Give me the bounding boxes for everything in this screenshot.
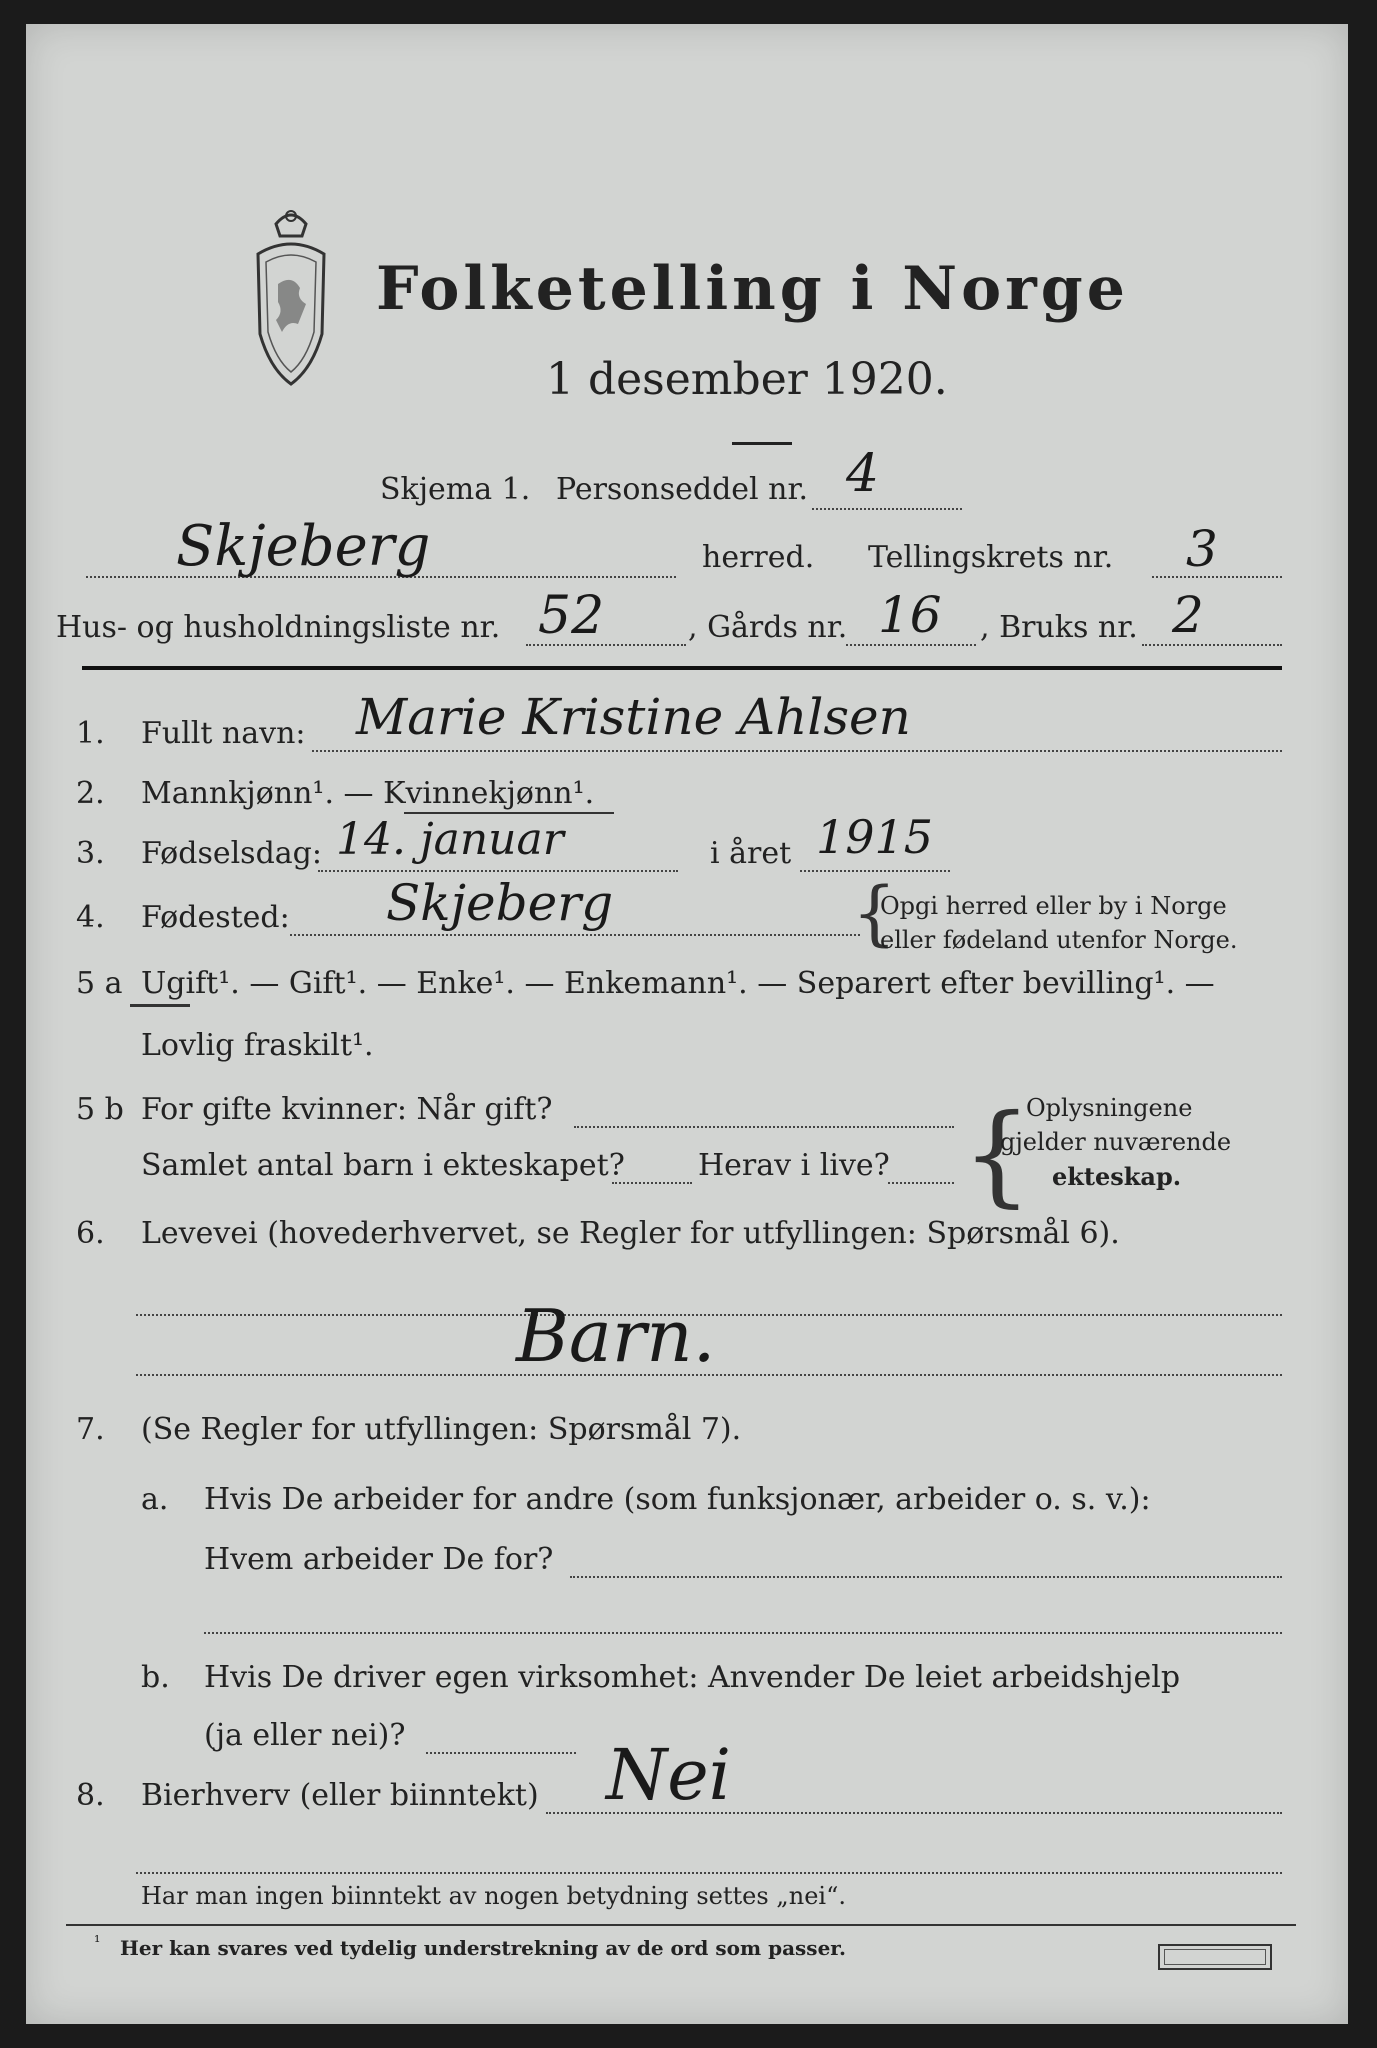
q3-year-value[interactable]: 1915 bbox=[816, 810, 934, 864]
q6-line-2 bbox=[136, 1374, 1282, 1376]
q5b-note-3: ekteskap. bbox=[1052, 1162, 1182, 1191]
q8-line-2 bbox=[136, 1872, 1282, 1874]
footnote-mark: ¹ bbox=[94, 1932, 101, 1951]
q4-note-1: Opgi herred eller by i Norge bbox=[880, 892, 1227, 920]
q4-brace: { bbox=[852, 872, 897, 954]
q4-value[interactable]: Skjeberg bbox=[386, 874, 614, 932]
coat-of-arms-icon bbox=[236, 204, 346, 394]
q5b-note-1: Oplysningene bbox=[1026, 1094, 1193, 1122]
q5b-label-2: Samlet antal barn i ekteskapet? bbox=[141, 1148, 625, 1183]
bruks-line bbox=[1142, 644, 1282, 646]
q8-value[interactable]: Nei bbox=[606, 1734, 732, 1816]
q3-day-line bbox=[318, 870, 678, 872]
q5b-note-2: gjelder nuværende bbox=[1000, 1128, 1232, 1156]
census-form bbox=[26, 24, 1348, 2024]
q6-label: Levevei (hovederhvervet, se Regler for utfyllingen: Spørsmål 6). bbox=[141, 1216, 1120, 1251]
q7b-line bbox=[426, 1752, 576, 1754]
printer-stamp bbox=[1158, 1944, 1272, 1970]
q7b-number: b. bbox=[141, 1660, 170, 1695]
q2-label: Mannkjønn¹. — Kvinnekjønn¹. bbox=[141, 776, 595, 811]
q1-label: Fullt navn: bbox=[141, 716, 306, 751]
bruks-label: , Bruks nr. bbox=[980, 610, 1138, 645]
tellingskrets-value[interactable]: 3 bbox=[1186, 520, 1218, 578]
header-rule bbox=[82, 666, 1282, 670]
q4-note-2: eller fødeland utenfor Norge. bbox=[880, 926, 1238, 954]
q4-label: Fødested: bbox=[141, 900, 290, 935]
gards-line bbox=[846, 644, 976, 646]
q4-number: 4. bbox=[76, 900, 105, 935]
q5b-label-1: For gifte kvinner: Når gift? bbox=[141, 1092, 553, 1127]
q8-label: Bierhverv (eller biinntekt) bbox=[141, 1778, 539, 1813]
q7a-line-1: Hvis De arbeider for andre (som funksjonær, arbeider o. s. v.): bbox=[204, 1482, 1151, 1517]
footer-rule bbox=[66, 1924, 1296, 1926]
q6-number: 6. bbox=[76, 1216, 105, 1251]
hus-value[interactable]: 52 bbox=[538, 586, 605, 646]
form-date: 1 desember 1920. bbox=[546, 354, 948, 405]
bruks-value[interactable]: 2 bbox=[1172, 586, 1204, 644]
q5b-label-3: Herav i live? bbox=[698, 1148, 890, 1183]
q3-label: Fødselsdag: bbox=[141, 836, 322, 871]
title-divider bbox=[732, 442, 792, 445]
q7-number: 7. bbox=[76, 1412, 105, 1447]
hus-label: Hus- og husholdningsliste nr. bbox=[56, 610, 501, 645]
skjema-label: Skjema 1. bbox=[380, 472, 531, 507]
q7a-line-2: Hvem arbeider De for? bbox=[204, 1542, 554, 1577]
q5b-live-line bbox=[888, 1182, 954, 1184]
gards-label: , Gårds nr. bbox=[688, 610, 848, 645]
herred-label: herred. bbox=[702, 540, 815, 575]
q7a-line-extra bbox=[204, 1632, 1282, 1634]
q3-year-label: i året bbox=[710, 836, 792, 871]
q4-line bbox=[290, 934, 860, 936]
q5b-gift-line bbox=[574, 1126, 954, 1128]
personseddel-value[interactable]: 4 bbox=[846, 444, 880, 504]
q6-value[interactable]: Barn. bbox=[516, 1294, 716, 1378]
q5a-line-2: Lovlig fraskilt¹. bbox=[141, 1028, 374, 1063]
q1-value[interactable]: Marie Kristine Ahlsen bbox=[356, 688, 911, 746]
tellingskrets-label: Tellingskrets nr. bbox=[868, 540, 1114, 575]
footer-note: Har man ingen biinntekt av nogen betydning settes „nei“. bbox=[141, 1882, 846, 1910]
q3-value[interactable]: 14. januar bbox=[336, 814, 564, 865]
q5a-line-1: Ugift¹. — Gift¹. — Enke¹. — Enkemann¹. — Separert efter bevilling¹. — bbox=[141, 966, 1215, 1001]
q7-label: (Se Regler for utfyllingen: Spørsmål 7). bbox=[141, 1412, 742, 1447]
q2-number: 2. bbox=[76, 776, 105, 811]
herred-value[interactable]: Skjeberg bbox=[176, 514, 431, 579]
q8-number: 8. bbox=[76, 1778, 105, 1813]
personseddel-line bbox=[812, 508, 962, 510]
personseddel-label: Personseddel nr. bbox=[556, 472, 809, 507]
footnote-text: Her kan svares ved tydelig understrekning av de ord som passer. bbox=[120, 1936, 846, 1960]
q3-number: 3. bbox=[76, 836, 105, 871]
q7a-number: a. bbox=[141, 1482, 169, 1517]
q1-number: 1. bbox=[76, 716, 105, 751]
q7b-line-1: Hvis De driver egen virksomhet: Anvender De leiet arbeidshjelp bbox=[204, 1660, 1181, 1695]
q5a-underline bbox=[130, 1004, 190, 1007]
form-title: Folketelling i Norge bbox=[376, 254, 1129, 324]
q5b-number: 5 b bbox=[76, 1092, 124, 1127]
q1-line bbox=[312, 750, 1282, 752]
q7b-line-2: (ja eller nei)? bbox=[204, 1718, 406, 1753]
q5b-barn-line bbox=[612, 1182, 692, 1184]
q5b-brace: { bbox=[962, 1090, 1032, 1218]
q7a-line bbox=[570, 1576, 1282, 1578]
q5a-number: 5 a bbox=[76, 966, 123, 1001]
gards-value[interactable]: 16 bbox=[878, 586, 942, 644]
